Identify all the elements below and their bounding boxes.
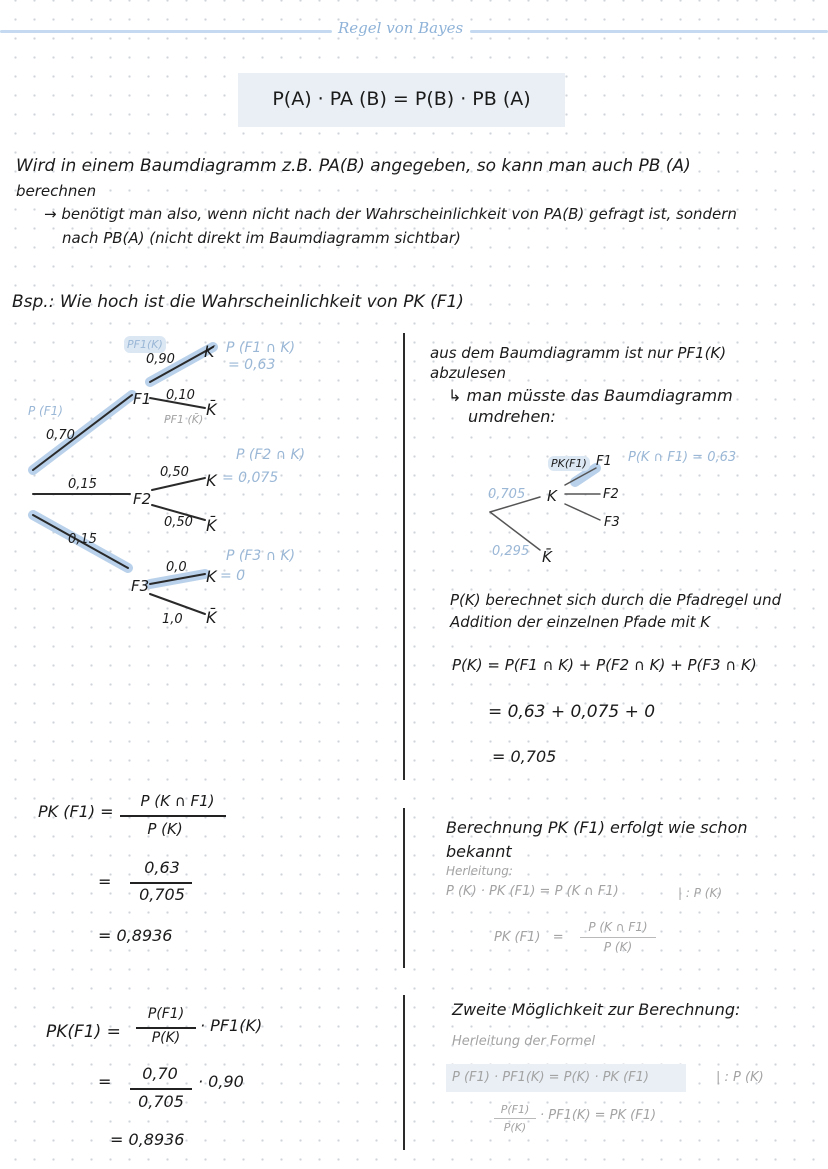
calc2-deriv-1-op: | : P (K) — [716, 1070, 764, 1085]
calc1-text-line-2: bekannt — [446, 842, 512, 861]
node-f3-kbar: K̄ — [206, 608, 217, 627]
calc2-deriv-2-rest: · PF1(K) = PK (F1) — [540, 1108, 657, 1123]
node-f1-k: K — [204, 342, 215, 361]
calc2-deriv-2-num: P(F1) — [500, 1103, 530, 1116]
note-p-f1: P (F1) — [28, 404, 63, 418]
rev-node-kbar: K̄ — [542, 548, 552, 566]
pk-expl-line-1: P(K) berechnet sich durch die Pfadregel und — [450, 591, 782, 609]
rev-node-k: K — [547, 487, 557, 505]
derivation-label: Herleitung: — [446, 864, 513, 878]
node-f1: F1 — [133, 390, 152, 408]
value-f1-kbar: 0,10 — [166, 388, 195, 403]
calc2-step-factor: · 0,90 — [198, 1072, 244, 1091]
pk-equation-1: P(K) = P(F1 ∩ K) + P(F2 ∩ K) + P(F3 ∩ K) — [452, 656, 757, 674]
path-note-f1k-value: = 0,63 — [228, 357, 276, 373]
path-note-f1k-label: P (F1 ∩ K) — [226, 340, 296, 356]
value-f2-kbar: 0,50 — [164, 515, 193, 530]
calc2-title: Zweite Möglichkeit zur Berechnung: — [452, 1000, 741, 1019]
right-line-4: umdrehen: — [468, 407, 556, 426]
calc1-deriv-2-num: P (K ∩ F1) — [588, 920, 648, 934]
calc1-numerator: P (K ∩ F1) — [140, 792, 215, 810]
rev-value-kbar: 0,295 — [492, 544, 530, 559]
calc2-step-bar — [130, 1088, 192, 1090]
right-line-1: aus dem Baumdiagramm ist nur PF1(K) — [430, 344, 727, 362]
value-f3-k: 0,0 — [166, 560, 187, 575]
calc2-equals: = — [98, 1072, 112, 1091]
example-question: Bsp.: Wie hoch ist die Wahrscheinlichkeit von PK (F1) — [12, 292, 464, 312]
rev-value-k: 0,705 — [488, 487, 526, 502]
path-note-f3k-value: = 0 — [220, 568, 246, 584]
calc2-step-numerator: 0,70 — [142, 1064, 178, 1083]
calc1-deriv-2-lhs-text: PK (F1) — [494, 930, 541, 945]
calc1-deriv-2-den: P (K) — [603, 940, 633, 954]
rev-node-f2: F2 — [603, 487, 619, 502]
right-line-2: abzulesen — [430, 364, 507, 382]
bayes-formula: P(A) · PA (B) = P(B) · PB (A) — [272, 88, 531, 110]
calc2-numerator: P(F1) — [147, 1006, 185, 1022]
value-f3-kbar: 1,0 — [162, 612, 183, 627]
node-f3: F3 — [131, 577, 150, 595]
calc2-lhs: PK(F1) = — [46, 1022, 121, 1042]
value-f1: 0,70 — [46, 428, 75, 443]
intro-line-2: berechnen — [16, 182, 97, 200]
calc1-lhs: PK (F1) = — [38, 802, 114, 821]
right-line-3: ↳ man müsste das Baumdiagramm — [448, 386, 733, 405]
pk-equation-2: = 0,63 + 0,075 + 0 — [488, 702, 656, 722]
rev-note-pk-f1: PK(F1) — [548, 456, 590, 471]
calc1-result: = 0,8936 — [98, 926, 173, 945]
node-f1-kbar: K̄ — [206, 400, 217, 419]
calc1-deriv-1: P (K) · PK (F1) = P (K ∩ F1) — [446, 884, 619, 899]
calc2-deriv-1: P (F1) · PF1(K) = P(K) · PK (F1) — [452, 1070, 649, 1085]
calc2-step-denominator: 0,705 — [138, 1092, 184, 1111]
calc1-deriv-2-bar — [580, 937, 656, 938]
divider-top — [403, 333, 405, 780]
calc1-denominator: P (K) — [147, 820, 183, 838]
calc2-fraction-bar — [136, 1027, 196, 1029]
calc1-step-denominator: 0,705 — [139, 885, 185, 904]
path-note-f2k-label: P (F2 ∩ K) — [236, 447, 306, 463]
intro-line-3: → benötigt man also, wenn nicht nach der Wahrscheinlichkeit von PA(B) gefragt ist, sondern — [44, 205, 737, 223]
rev-note-intersection: P(K ∩ F1) = 0,63 — [628, 450, 737, 465]
pk-equation-3: = 0,705 — [492, 747, 557, 766]
node-f3-k: K — [206, 567, 217, 586]
page-title: Regel von Bayes — [338, 19, 464, 37]
calc2-deriv-2-den: P(K) — [503, 1121, 527, 1134]
path-note-f2k-value: = 0,075 — [222, 470, 279, 486]
value-f2: 0,15 — [68, 477, 97, 492]
value-f3: 0,15 — [68, 532, 97, 547]
calc2-subtitle: Herleitung der Formel — [452, 1034, 596, 1049]
rev-branch-k-f3 — [565, 504, 600, 520]
calc1-text-line-1: Berechnung PK (F1) erfolgt wie schon — [446, 818, 748, 837]
calc2-deriv-2-bar — [494, 1118, 536, 1119]
intro-line-4: nach PB(A) (nicht direkt im Baumdiagramm sichtbar) — [62, 229, 461, 247]
divider-middle — [403, 808, 405, 968]
calc1-deriv-2-lhs: PK (F1) = — [494, 930, 564, 945]
calc1-deriv-1-op: | : P (K) — [678, 886, 722, 900]
divider-bottom — [403, 995, 405, 1150]
calc1-equals: = — [98, 872, 112, 891]
node-f2: F2 — [133, 490, 152, 508]
rev-node-f3: F3 — [604, 515, 620, 530]
path-note-f3k-label: P (F3 ∩ K) — [226, 548, 296, 564]
calc2-result: = 0,8936 — [110, 1130, 185, 1149]
intro-line-1: Wird in einem Baumdiagramm z.B. PA(B) angegeben, so kann man auch PB (A) — [16, 156, 691, 176]
value-f2-k: 0,50 — [160, 465, 189, 480]
value-f1-k: 0,90 — [146, 352, 175, 367]
note-pf1-kbar: PF1 (K̄) — [164, 413, 204, 426]
branch-f3-kbar — [150, 594, 205, 614]
rev-node-f1: F1 — [596, 454, 612, 469]
calc2-factor: · PF1(K) — [200, 1016, 263, 1035]
calc2-denominator: P(K) — [151, 1030, 181, 1046]
pk-expl-line-2: Addition der einzelnen Pfade mit K — [450, 613, 711, 631]
node-f2-kbar: K̄ — [206, 516, 217, 535]
calc1-step-numerator: 0,63 — [144, 858, 180, 877]
note-pf1-k: PF1(K) — [124, 336, 166, 353]
calc1-step-bar — [130, 882, 192, 884]
node-f2-k: K — [206, 471, 217, 490]
calc1-fraction-bar — [120, 815, 226, 817]
